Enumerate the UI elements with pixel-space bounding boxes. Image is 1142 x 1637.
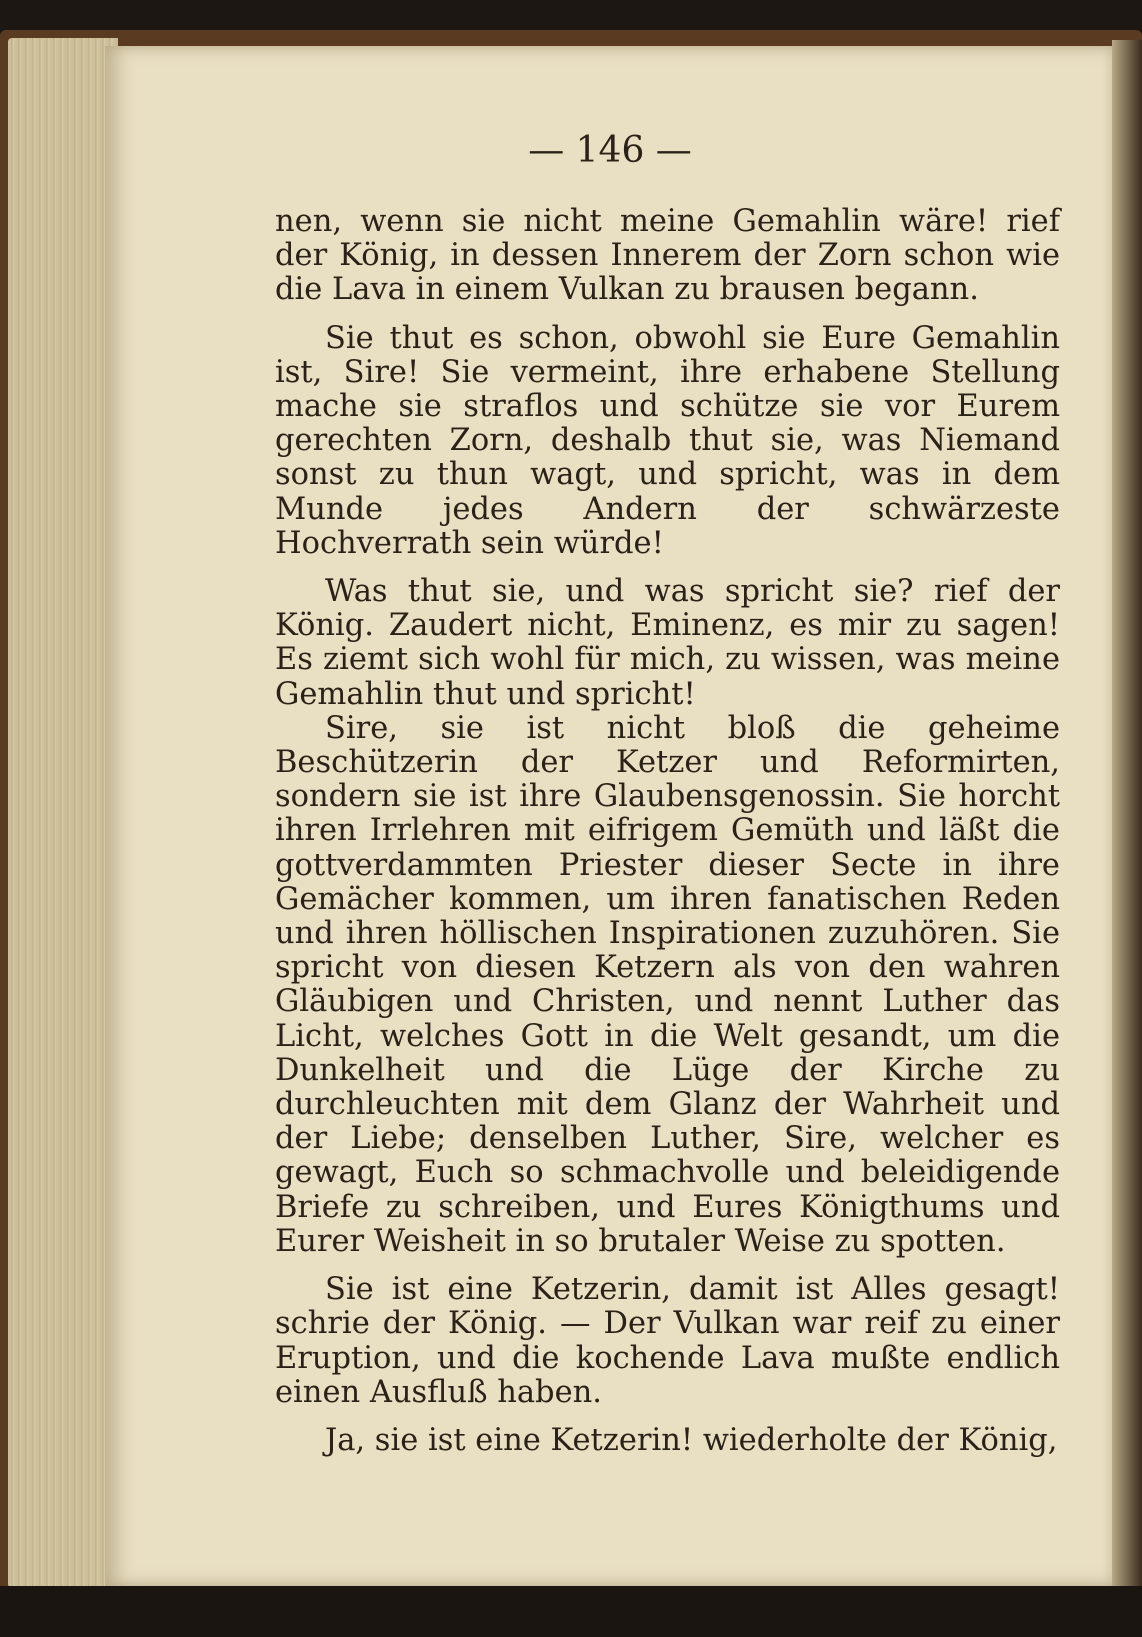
bottom-edge — [0, 1586, 1142, 1637]
page-stack-edge — [8, 38, 118, 1588]
paragraph-5: Sie ist eine Ketzerin, damit ist Alles gesagt! schrie der König. — Der Vulkan war reif zu einer Eruption, und die kochende Lava mußte endlich einen Ausfluß haben. — [275, 1272, 1060, 1410]
paragraph-4: Sire, sie ist nicht bloß die geheime Beschützerin der Ketzer und Reformirten, sondern sie ist ihre Glaubensgenossin. Sie horcht ihren Irrlehren mit eifrigem Gemüth und läßt die gottverdammten Priester dieser Secte in ihre Gemächer kommen, um ihren fanatischen Reden und ihren höllischen Inspirationen zuzuhören. Sie spricht von diesen Ketzern als von den wahren Gläubigen und Christen, und nennt Luther das Licht, welches Gott in die Welt gesandt, um die Dunkelheit und die Lüge der Kirche zu durchleuchten mit dem Glanz der Wahrheit und der Liebe; denselben Luther, Sire, welcher es gewagt, Euch so schmachvolle und beleidigende Briefe zu schreiben, und Eures Königthums und Eurer Weisheit in so brutaler Weise zu spotten. — [275, 710, 1060, 1259]
page-body — [275, 205, 1060, 1458]
page-gutter — [1112, 40, 1142, 1588]
paragraph-2: Sie thut es schon, obwohl sie Eure Gemahlin ist, Sire! Sie vermeint, ihre erhabene Stellung mache sie straflos und schütze sie vor Eurem gerechten Zorn, deshalb thut sie, was Niemand sonst zu thun wagt, und spricht, was in dem Munde jedes Andern der schwärzeste Hochverrath sein würde! — [275, 320, 1060, 561]
paragraph-3: Was thut sie, und was spricht sie? rief der König. Zaudert nicht, Eminenz, es mir zu sagen! Es ziemt sich wohl für mich, zu wissen, was meine Gemahlin thut und spricht! — [275, 574, 1060, 712]
paragraph-1: nen, wenn sie nicht meine Gemahlin wäre! rief der König, in dessen Innerem der Zorn schon wie die Lava in einem Vulkan zu brausen begann. — [275, 204, 1060, 308]
paragraph-6: Ja, sie ist eine Ketzerin! wiederholte der König, — [325, 1422, 1058, 1458]
page-number-header: — 146 — — [528, 130, 692, 171]
